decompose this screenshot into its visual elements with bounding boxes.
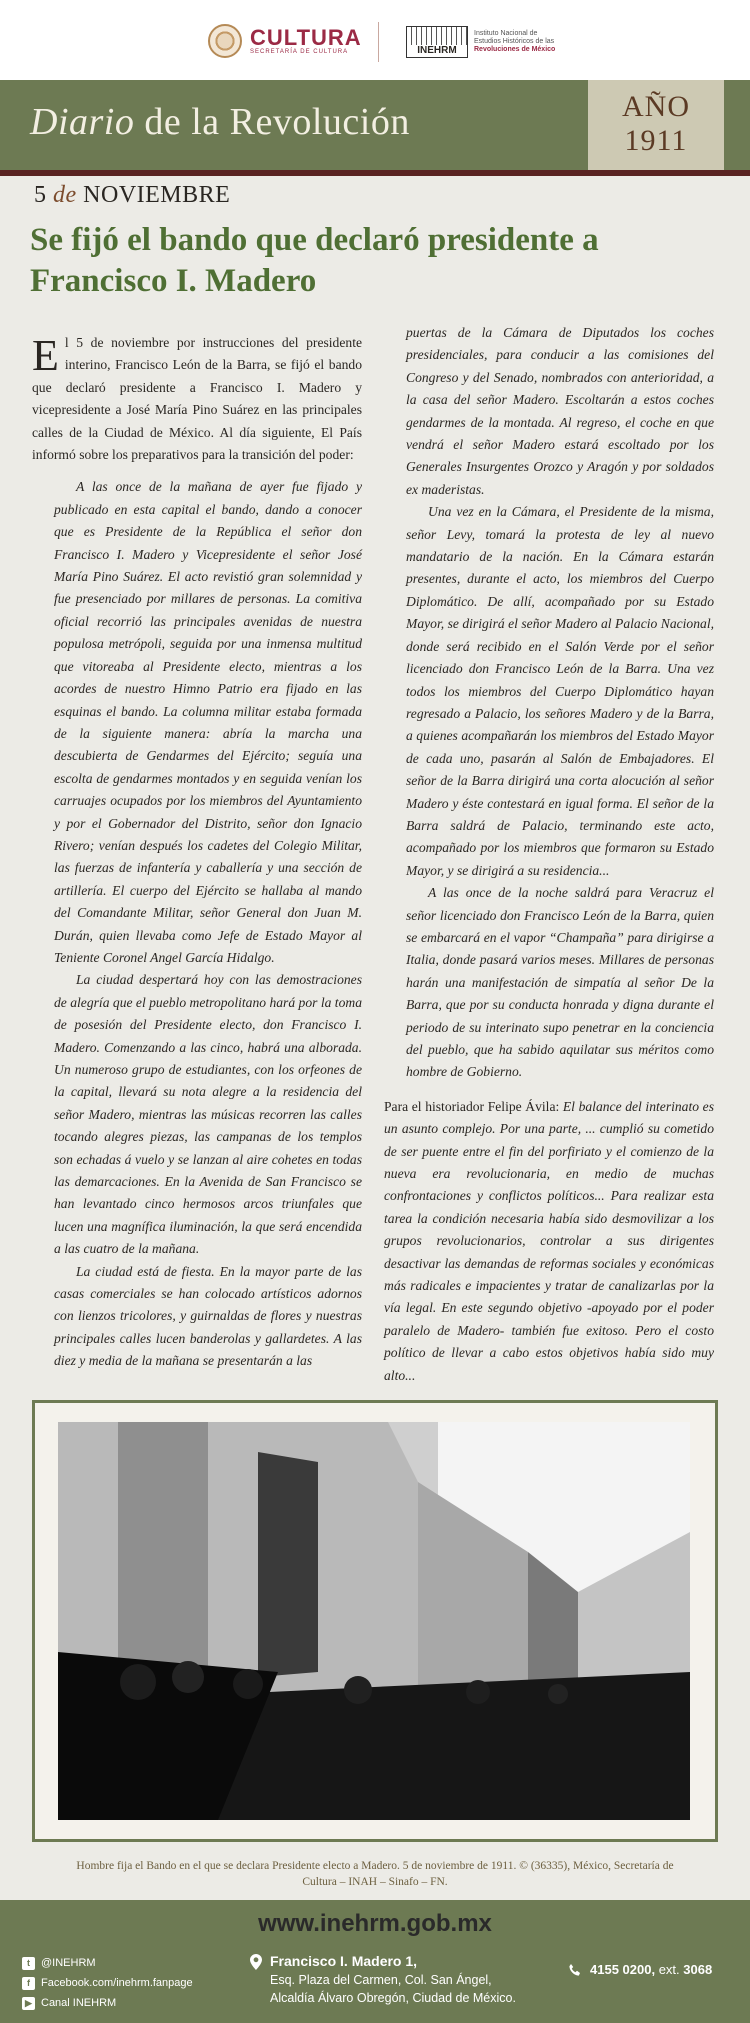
article-column-left (32, 332, 362, 1373)
inehrm-desc-line: Revoluciones de México (474, 46, 556, 53)
location-pin-icon (250, 1954, 262, 1970)
historian-paragraph (384, 1096, 714, 1387)
historian-intro: Para el historiador Felipe Ávila: (384, 1098, 563, 1114)
phone-contact[interactable] (568, 1962, 712, 1977)
social-links (22, 1953, 193, 2013)
quote-paragraph: La ciudad está de fiesta. En la mayor parte de las casas comerciales se han colocado artísticos adornos con lienzos tricolores, y guirnaldas de flores y nuestras principales calles lucen banderolas y gallardetes. A las diez y media de la mañana se presentarán a las (54, 1263, 362, 1369)
twitter-handle: @INEHRM (41, 1957, 96, 1969)
logo-divider (378, 22, 379, 62)
publication-title-italic: Diario (30, 101, 135, 143)
quote-paragraph: La ciudad despertará hoy con las demostraciones de alegría que el pueblo metropolitano hará por la toma de posesión del Presidente electo, don Francisco I. Madero. Comenzando a las cinco, habrá una alborada. Un numeroso grupo de estudiantes, con los orfeones de la capital, llevará su nota alegre a la residencia del señor Madero, mientras las músicas recorren las calles tocando alegres piezas, las campanas de los templos son echadas á vuelo y se lanzan al aire cohetes en todas las demarcaciones. En la Avenida de San Francisco se han levantado cinco hermosos arcos triunfales que lucen una magnífica iluminación, la que será encendida a las cuatro de la mañana. (54, 972, 362, 1257)
intro-paragraph (32, 332, 362, 466)
facebook-icon: f (22, 1977, 35, 1990)
drop-cap: E (32, 331, 59, 380)
photo-caption: Hombre fija el Bando en el que se declara Presidente electo a Madero. 5 de noviembre de 1911. © (36335), México, Secretaría de Cultura – INAH – Sinafo – FN. (76, 1860, 674, 1888)
mexico-seal-icon (208, 24, 242, 58)
youtube-icon: ▶ (22, 1997, 35, 2010)
inehrm-building-icon (406, 26, 468, 58)
historical-photo[interactable] (58, 1422, 690, 1820)
phone-ext-label: ext. (655, 1962, 684, 1977)
address-line: Alcaldía Álvaro Obregón, Ciudad de México. (270, 1991, 516, 2005)
inehrm-logo[interactable] (406, 26, 555, 58)
year-value: 1911 (624, 124, 688, 157)
publication-title (30, 100, 410, 144)
address-line: Francisco I. Madero 1, (270, 1953, 418, 1969)
quote-paragraph: Una vez en la Cámara, el Presidente de la misma, señor Levy, tomará la protesta de ley al nuevo mandatario de la nación. En la Cámara estarán presentes, durante el acto, los miembros del Cuerpo Diplomático. De allí, acompañado por su Estado Mayor, se dirigirá el señor Madero al Palacio Nacional, donde será recibido en el Salón Verde por el señor licenciado don Francisco León de la Barra. Una vez todos los miembros del Cuerpo Diplomático hayan regresado a Palacio, los señores Madero y de la Barra, a quienes acompañarán los miembros del Estado Mayor de cada uno, pasarán al Salón de Embajadores. El señor de la Barra dirigirá una corta alocución al señor Madero y éste contestará en igual forma. El señor de la Barra saldrá de Palacio, terminando este acto, acompañado por los miembros que formaron su Estado Mayor, y se dirigirá a su residencia... (406, 504, 714, 878)
publication-title-rest: de la Revolución (134, 101, 410, 143)
facebook-url: Facebook.com/inehrm.fanpage (41, 1977, 193, 1989)
phone-ext: 3068 (683, 1962, 713, 1977)
article-headline: Se fijó el bando que declaró presidente a Francisco I. Madero (30, 222, 599, 299)
inehrm-desc-line: Instituto Nacional de (474, 30, 538, 37)
article-column-right (384, 322, 714, 1387)
quote-paragraph: puertas de la Cámara de Diputados los coches presidenciales, para conducir a las comisiones del Congreso y del Senado, nombrados con anterioridad, a la casa del señor Madero. Escoltarán a estos coches gendarmes de la montada. Al regreso, el coche en que vendrá el señor Madero estará escoltado por los Generales Insurgentes Orozco y Aragón y por soldados ex maderistas. (406, 325, 714, 497)
phone-icon (568, 1963, 582, 1977)
inehrm-logo-text: INEHRM (407, 45, 467, 57)
address-block (250, 1952, 516, 2007)
intro-text: l 5 de noviembre por instrucciones del presidente interino, Francisco León de la Barra, se fijó el bando que declaró presidente a Francisco I. Madero y vicepresidente a José María Pino Suárez en las principales calles de la Ciudad de México. Al día siguiente, El País informó sobre los preparativos para la transición del poder: (32, 335, 362, 463)
date-month: NOVIEMBRE (83, 182, 231, 208)
cultura-logo-text: CULTURA (250, 25, 362, 50)
website-link[interactable]: www.inehrm.gob.mx (258, 1910, 492, 1937)
historian-quote: El balance del interinato es un asunto complejo. Por una parte, ... cumplió su cometido de ser puente entre el fin del porfiriato y el comienzo de la nueva era revolucionaria, en medio de muchas confrontaciones y conflictos políticos... Para realizar esta tarea la condición necesaria había sido desmovilizar a los grupos revolucionarios, controlar a sus dirigentes desactivar las demandas de reformas sociales y económicas más radicales e impacientes y tratar de canalizarlas por la vía legal. En este segundo objetivo -apoyado por el poder paralelo de Madero- también fue exitoso. Pero el costo político de llevar a cabo estos objetivos había sido muy alto... (384, 1098, 714, 1383)
inehrm-desc-line: Estudios Históricos de las (474, 38, 555, 45)
youtube-channel: Canal INEHRM (41, 1997, 117, 2009)
twitter-icon: t (22, 1957, 35, 1970)
inehrm-description (474, 30, 555, 54)
quote-paragraph: A las once de la noche saldrá para Veracruz el señor licenciado don Francisco León de la Barra, quien se embarcará en el vapor “Champaña” para dirigirse a Italia, donde pasará varios meses. Millares de personas harán una manifestación de simpatía al señor De la Barra, que por su conducta honrada y digna durante el periodo de su interinato supo penetrar en la conciencia del pueblo, que ha sabido aquilatar sus méritos como hombre de Gobierno. (406, 885, 714, 1080)
quote-paragraph: A las once de la mañana de ayer fue fijado y publicado en esta capital el bando, dando a conocer que es Presidente de la República el señor don Francisco I. Madero y Vicepresidente el señor José María Pino Suárez. El acto revistió gran solemnidad y fue presenciado por millares de personas. La comitiva oficial recorrió las principales avenidas de nuestra populosa metrópoli, seguida por una inmensa multitud que vitoreaba al Presidente electo, mientras a los acordes de nuestro Himno Patrio era fijado en las esquinas el bando. La columna militar estaba formada de la siguiente manera: abría la marcha una descubierta de Gendarmes del Ejército; seguía una escolta de gendarmes montados y en seguida venían los carruajes ocupados por los miembros del Ayuntamiento y por el Gobernador del Distrito, señor don Ignacio Rivero; venían después los cadetes del Colegio Militar, las fuerzas de infantería y caballería y una sección de artillería. El cuerpo del Ejército se hallaba al mando del Comandante Militar, señor General don Juan M. Durán, quien llevaba como Jefe de Estado Mayor al Teniente Coronel Angel García Hidalgo. (54, 479, 362, 965)
article-date (34, 182, 230, 209)
date-de: de (53, 182, 77, 208)
facebook-link[interactable] (22, 1973, 193, 1993)
date-day: 5 (34, 182, 47, 208)
twitter-link[interactable] (22, 1953, 193, 1973)
phone-number: 4155 0200, (590, 1962, 656, 1977)
youtube-link[interactable] (22, 1993, 193, 2013)
year-badge (588, 80, 724, 170)
cultura-logo-subtitle: SECRETARÍA DE CULTURA (250, 49, 349, 55)
cultura-logo[interactable] (208, 24, 362, 58)
top-logo-bar (0, 0, 750, 80)
banner-underline (0, 170, 750, 176)
year-label: AÑO (622, 90, 690, 123)
address-line: Esq. Plaza del Carmen, Col. San Ángel, (270, 1973, 492, 1987)
photo-illustration (58, 1422, 690, 1820)
